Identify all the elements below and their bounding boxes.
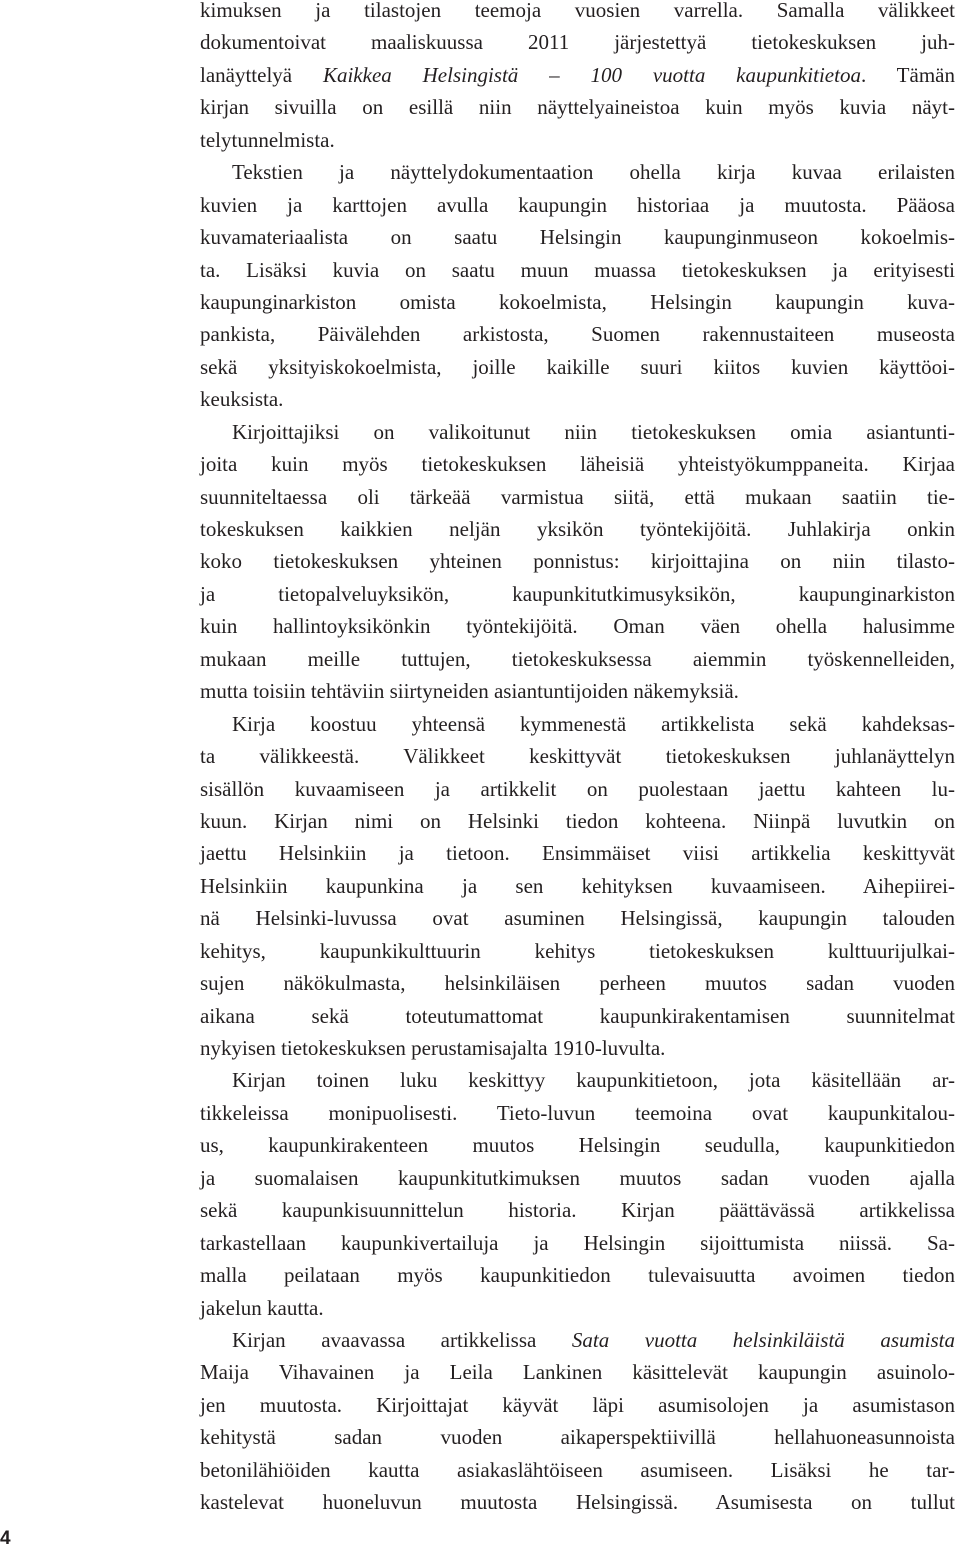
text-span: . Tämän bbox=[860, 62, 955, 87]
text-line: kehitys, kaupunkikulttuurin kehitys tietokeskuksen kulttuurijulkai- bbox=[200, 938, 955, 963]
text-line: kuun. Kirjan nimi on Helsinki tiedon kohteena. Niinpä luvutkin on bbox=[200, 808, 955, 833]
text-line: sisällön kuvaamiseen ja artikkelit on puolestaan jaettu kahteen lu- bbox=[200, 776, 955, 801]
text-line: jakelun kautta. bbox=[200, 1295, 324, 1320]
text-line: Kirja koostuu yhteensä kymmenestä artikkelista sekä kahdeksas- bbox=[232, 711, 955, 736]
text-line: jaettu Helsinkiin ja tietoon. Ensimmäiset viisi artikkelia keskittyvät bbox=[200, 841, 955, 866]
text-line: Tekstien ja näyttelydokumentaation ohella kirja kuvaa erilaisten bbox=[232, 160, 955, 185]
text-line: sujen näkökulmasta, helsinkiläisen perheen muutos sadan vuoden bbox=[200, 971, 955, 996]
text-line: dokumentoivat maaliskuussa 2011 järjestettyä tietokeskuksen juh- bbox=[200, 30, 955, 55]
text-line: Kirjoittajiksi on valikoitunut niin tietokeskuksen omia asiantunti- bbox=[232, 419, 955, 444]
text-line: jen muutosta. Kirjoittajat käyvät läpi asumisolojen ja asumistason bbox=[200, 1392, 955, 1417]
text-line bbox=[200, 1324, 955, 1356]
italic-title: Kaikkea Helsingistä – 100 vuotta kaupunkitietoa bbox=[322, 62, 861, 87]
text-line: telytunnelmista. bbox=[200, 127, 335, 152]
text-span: lanäyttelyä bbox=[200, 62, 323, 87]
text-line: kastelevat huoneluvun muutosta Helsingissä. Asumisesta on tullut bbox=[200, 1490, 955, 1515]
text-line: ja suomalaisen kaupunkitutkimuksen muutos sadan vuoden ajalla bbox=[200, 1165, 955, 1190]
text-line: kirjan sivuilla on esillä niin näyttelyaineistoa kuin myös kuvia näyt- bbox=[200, 95, 955, 120]
text-line: aikana sekä toteutumattomat kaupunkirakentamisen suunnitelmat bbox=[200, 1003, 955, 1028]
text-line: Maija Vihavainen ja Leila Lankinen käsittelevät kaupungin asuinolo- bbox=[200, 1360, 955, 1385]
text-line: ta välikkeestä. Välikkeet keskittyvät tietokeskuksen juhlanäyttelyn bbox=[200, 744, 955, 769]
text-line: tikkeleissa monipuolisesti. Tieto-luvun teemoina ovat kaupunkitalou- bbox=[200, 1100, 955, 1125]
text-line: koko tietokeskuksen yhteinen ponnistus: kirjoittajina on niin tilasto- bbox=[200, 549, 955, 574]
text-line: kuvamateriaalista on saatu Helsingin kaupunginmuseon kokoelmis- bbox=[200, 225, 955, 250]
text-line: kuin hallintoyksikönkin työntekijöitä. Oman väen ohella halusimme bbox=[200, 614, 955, 639]
text-line: tarkastellaan kaupunkivertailuja ja Helsingin sijoittumista niissä. Sa- bbox=[200, 1230, 955, 1255]
text-line: kaupunginarkiston omista kokoelmista, Helsingin kaupungin kuva- bbox=[200, 289, 955, 314]
text-line: mutta toisiin tehtäviin siirtyneiden asiantuntijoiden näkemyksiä. bbox=[200, 679, 739, 704]
text-line: kehitystä sadan vuoden aikaperspektiivillä hellahuoneasunnoista bbox=[200, 1425, 955, 1450]
text-line: joita kuin myös tietokeskuksen läheisiä yhteistyökumppaneita. Kirjaa bbox=[200, 452, 955, 477]
text-line: kimuksen ja tilastojen teemoja vuosien varrella. Samalla välikkeet bbox=[200, 0, 955, 22]
body-text bbox=[200, 0, 955, 1519]
page-number: 4 bbox=[0, 1528, 11, 1549]
text-line: mukaan meille tuttujen, tietokeskuksessa aiemmin työskennelleiden, bbox=[200, 646, 955, 671]
text-line: malla peilataan myös kaupunkitiedon tulevaisuutta avoimen tiedon bbox=[200, 1263, 955, 1288]
text-line: ja tietopalveluyksikön, kaupunkitutkimusyksikön, kaupunginarkiston bbox=[200, 581, 955, 606]
text-line: us, kaupunkirakenteen muutos Helsingin seudulla, kaupunkitiedon bbox=[200, 1133, 955, 1158]
text-line: tokeskuksen kaikkien neljän yksikön työntekijöitä. Juhlakirja onkin bbox=[200, 517, 955, 541]
text-line: nä Helsinki-luvussa ovat asuminen Helsingissä, kaupungin talouden bbox=[200, 906, 955, 931]
text-line: keuksista. bbox=[200, 387, 284, 412]
text-span: Kirjan avaavassa artikkelissa bbox=[232, 1327, 572, 1352]
text-line: betonilähiöiden kautta asiakaslähtöiseen asumiseen. Lisäksi he tar- bbox=[200, 1457, 955, 1482]
text-line: ta. Lisäksi kuvia on saatu muun muassa tietokeskuksen ja erityisesti bbox=[200, 257, 955, 282]
text-line: nykyisen tietokeskuksen perustamisajalta 1910-luvulta. bbox=[200, 1036, 666, 1060]
text-line: sekä yksityiskokoelmista, joille kaikille suuri kiitos kuvien käyttöoi- bbox=[200, 354, 955, 379]
text-line: kuvien ja karttojen avulla kaupungin historiaa ja muutosta. Pääosa bbox=[200, 192, 955, 217]
text-line: suunniteltaessa oli tärkeää varmistua siitä, että mukaan saatiin tie- bbox=[200, 484, 955, 509]
text-line: sekä kaupunkisuunnittelun historia. Kirjan päättävässä artikkelissa bbox=[200, 1198, 955, 1223]
text-line: Helsinkiin kaupunkina ja sen kehityksen kuvaamiseen. Aihepiirei- bbox=[200, 873, 955, 898]
text-line: pankista, Päivälehden arkistosta, Suomen rakennustaiteen museosta bbox=[200, 322, 955, 347]
italic-title: Sata vuotta helsinkiläistä asumista bbox=[571, 1327, 955, 1352]
text-line: Kirjan toinen luku keskittyy kaupunkitietoon, jota käsitellään ar- bbox=[232, 1068, 955, 1093]
text-line bbox=[200, 59, 955, 91]
